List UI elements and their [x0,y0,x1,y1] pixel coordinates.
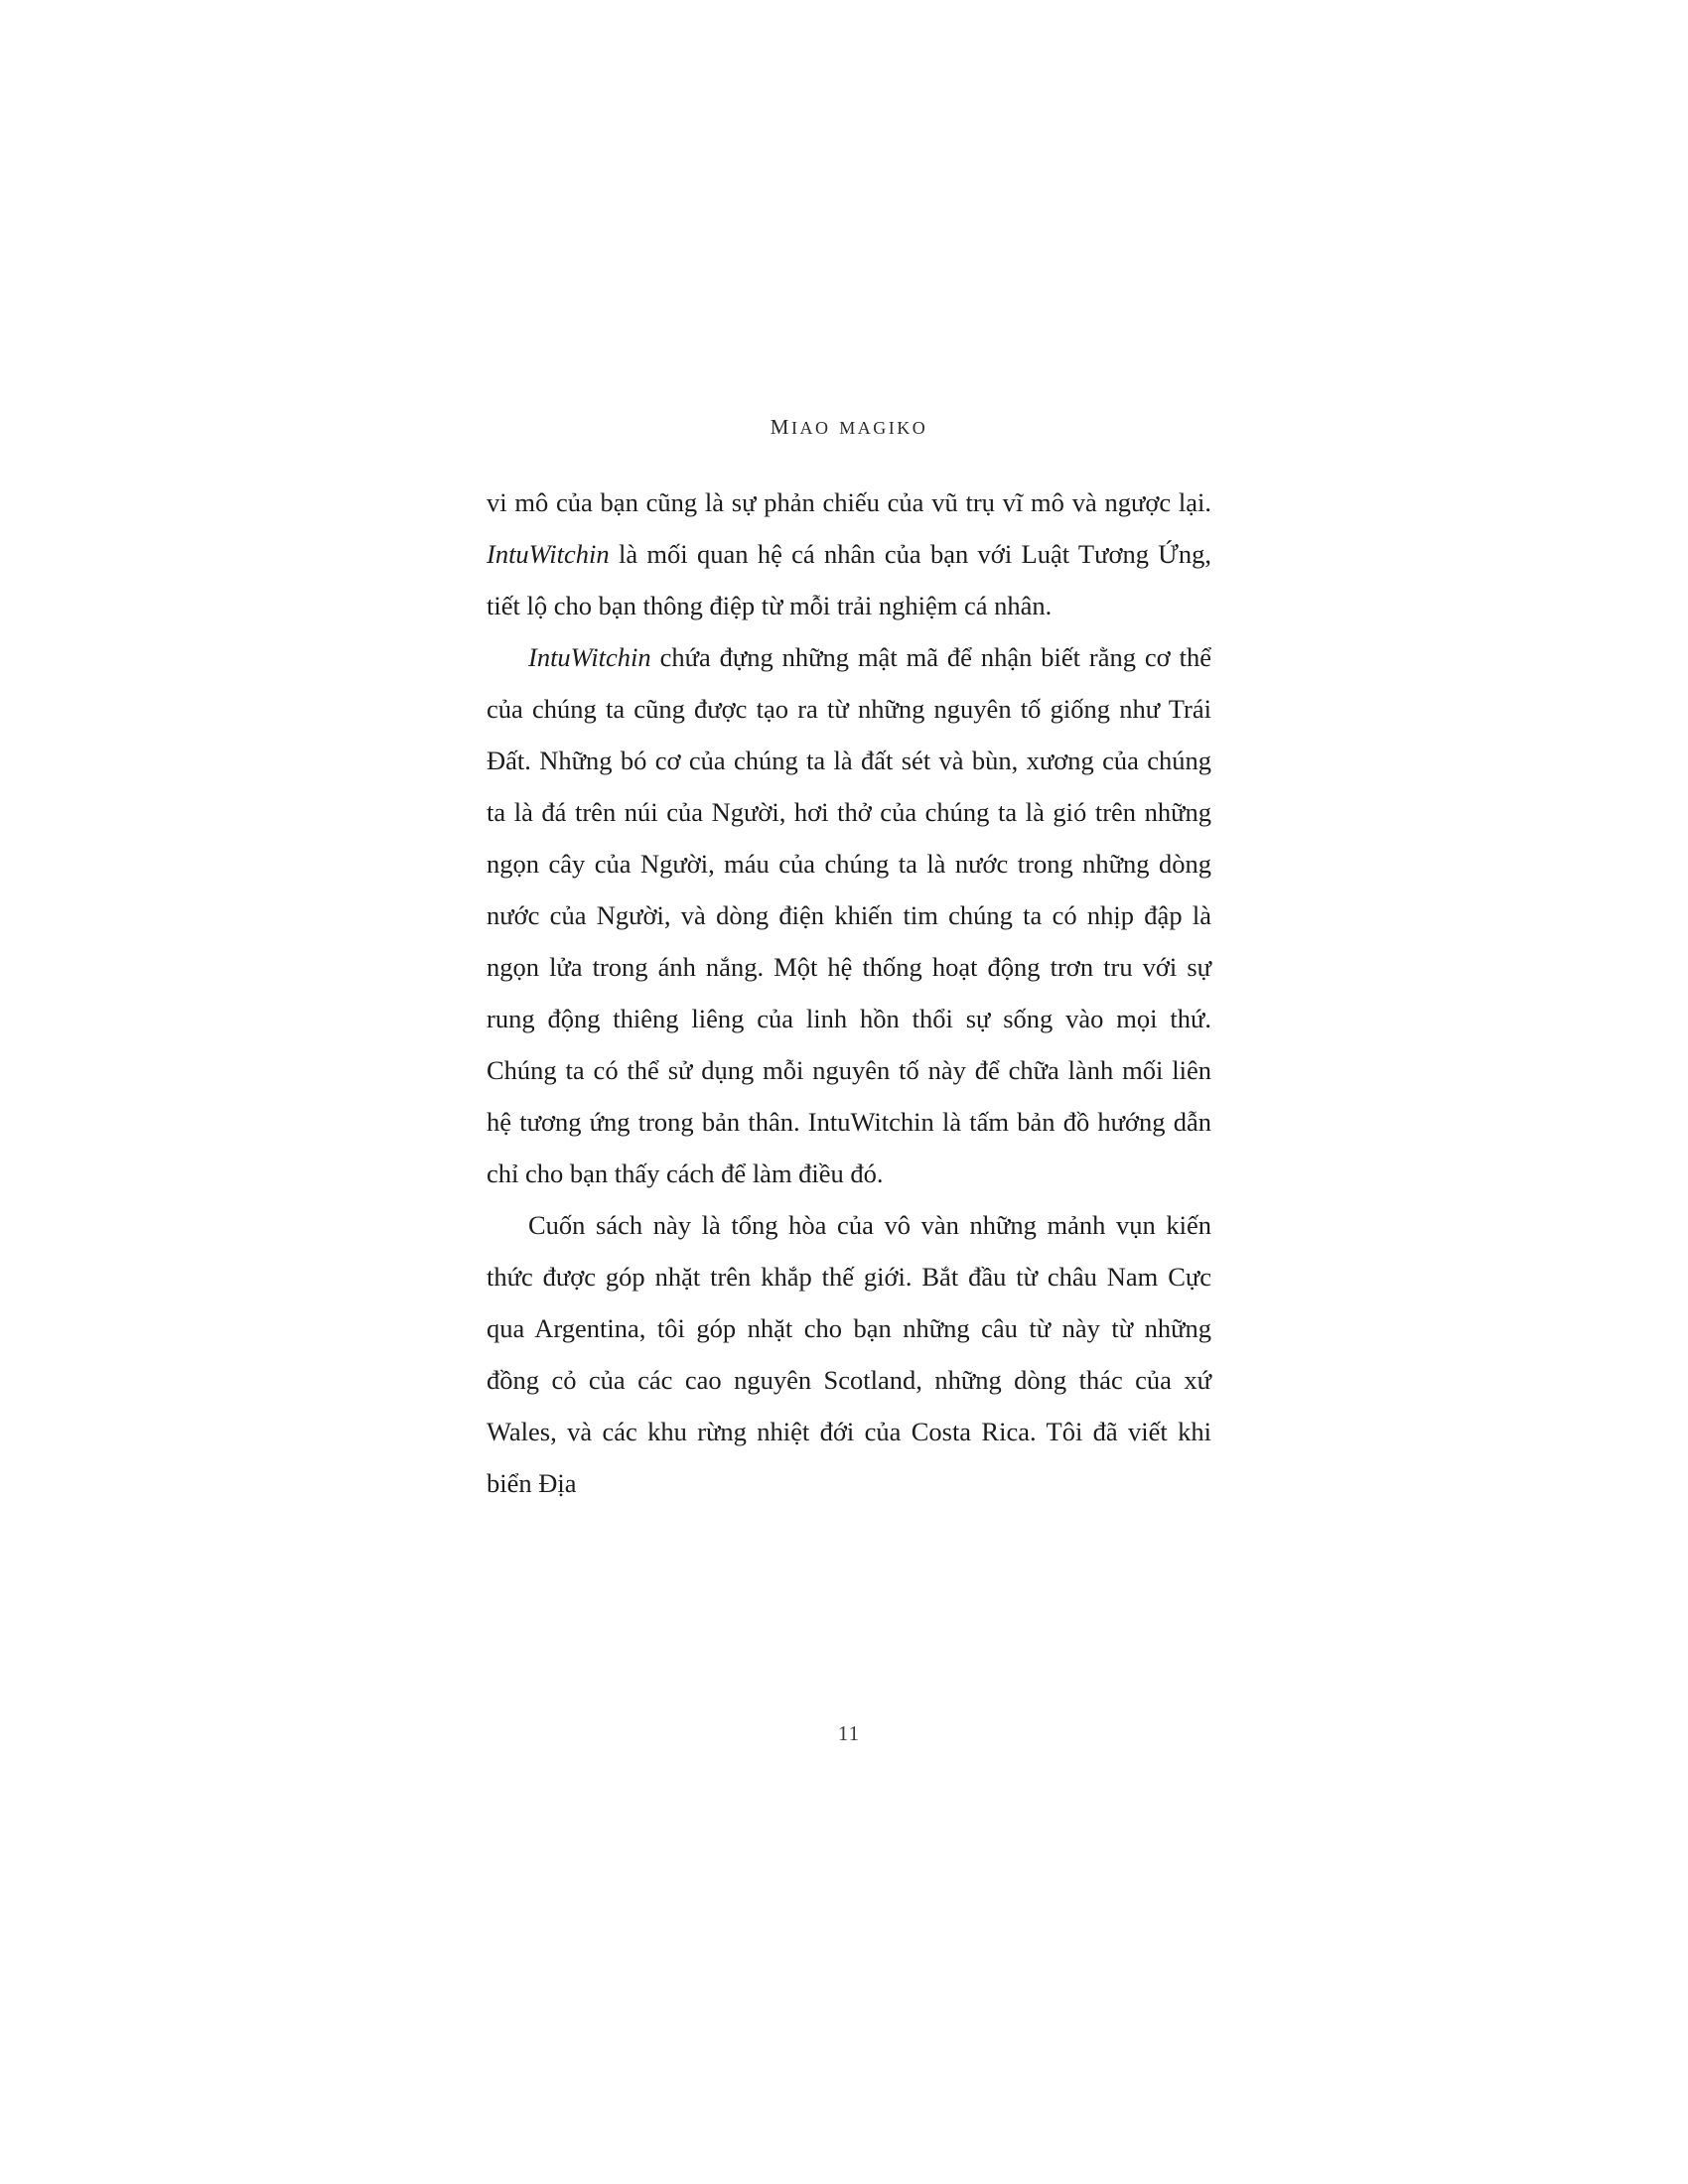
para-intuwitchin-codes [487,631,1211,1199]
plain-text: chứa đựng những mật mã để nhận biết rằng cơ thể của chúng ta cũng được tạo ra từ những nguyên tố giống như Trái Đất. Những bó cơ của chúng ta là đất sét và bùn, xương của chúng ta là đá trên núi của Người, hơi thở của chúng ta là gió trên những ngọn cây của Người, máu của chúng ta là nước trong những dòng nước của Người, và dòng điện khiến tim chúng ta có nhịp đập là ngọn lửa trong ánh nắng. Một hệ thống hoạt động trơn tru với sự rung động thiêng liêng của linh hồn thổi sự sống vào mọi thứ. Chúng ta có thể sử dụng mỗi nguyên tố này để chữa lành mối liên hệ tương ứng trong bản thân. IntuWitchin là tấm bản đồ hướng dẫn chỉ cho bạn thấy cách để làm điều đó. [487,642,1211,1188]
body-text [487,477,1211,1509]
para-book-origin [487,1199,1211,1509]
para-continued [487,477,1211,631]
plain-text: Cuốn sách này là tổng hòa của vô vàn những mảnh vụn kiến thức được góp nhặt trên khắp thế giới. Bắt đầu từ châu Nam Cực qua Argentina, tôi góp nhặt cho bạn những câu từ này từ những đồng cỏ của các cao nguyên Scotland, những dòng thác của xứ Wales, và các khu rừng nhiệt đới của Costa Rica. Tôi đã viết khi biển Địa [487,1210,1211,1498]
running-head-text: miao magiko [770,409,928,441]
running-head [487,409,1211,442]
page-number: 11 [837,1721,861,1745]
plain-text: là mối quan hệ cá nhân của bạn với Luật Tương Ứng, tiết lộ cho bạn thông điệp từ mỗi trải nghiệm cá nhân. [487,539,1211,620]
emphasis-text: IntuWitchin [487,539,610,569]
emphasis-text: IntuWitchin [528,642,651,672]
plain-text: vi mô của bạn cũng là sự phản chiếu của vũ trụ vĩ mô và ngược lại. [487,487,1211,517]
text-column [487,0,1211,2184]
